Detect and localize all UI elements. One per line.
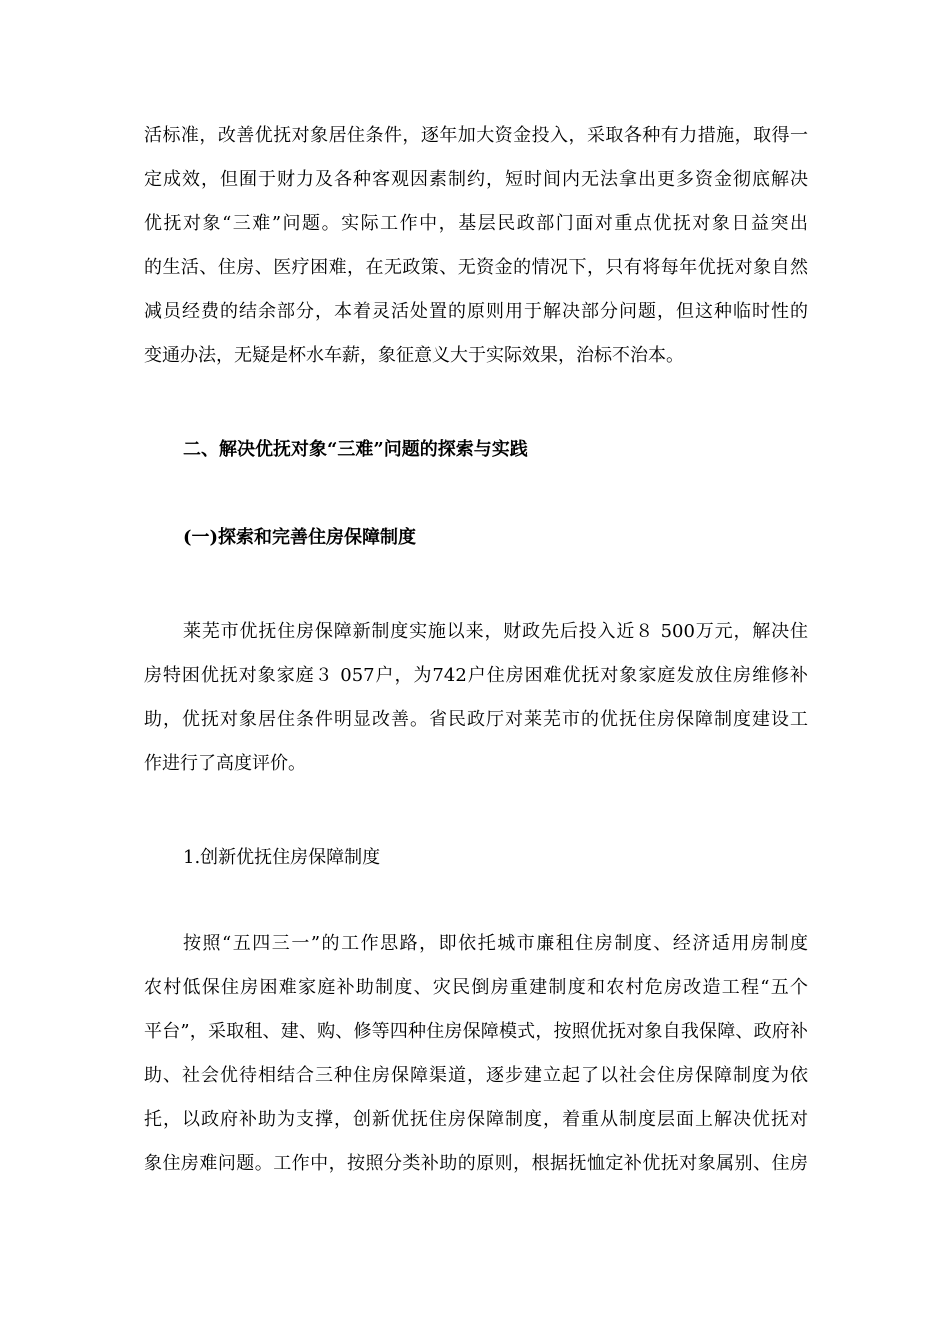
paragraph-2-line: 房特困优抚对象家庭３ 057户，为742户住房困难优抚对象家庭发放住房维修补: [144, 665, 808, 686]
subsection-heading: (一)探索和完善住房保障制度: [183, 527, 417, 548]
paragraph-2-line: 莱芜市优抚住房保障新制度实施以来，财政先后投入近８ 500万元，解决住: [183, 621, 808, 642]
paragraph-3-line: 托，以政府补助为支撑，创新优抚住房保障制度，着重从制度层面上解决优抚对: [144, 1109, 808, 1130]
paragraph-3-line: 按照“五四三一”的工作思路，即依托城市廉租住房制度、经济适用房制度: [183, 933, 808, 954]
paragraph-2-line: 助，优抚对象居住条件明显改善。省民政厅对莱芜市的优抚住房保障制度建设工: [144, 709, 808, 730]
paragraph-2-line: 作进行了高度评价。: [144, 753, 306, 774]
paragraph-3-line: 农村低保住房困难家庭补助制度、灾民倒房重建制度和农村危房改造工程“五个: [144, 977, 808, 998]
paragraph-1-line: 减员经费的结余部分，本着灵活处置的原则用于解决部分问题，但这种临时性的: [144, 301, 808, 322]
paragraph-3-line: 象住房难问题。工作中，按照分类补助的原则，根据抚恤定补优抚对象属别、住房: [144, 1153, 808, 1174]
paragraph-1-line: 的生活、住房、医疗困难，在无政策、无资金的情况下，只有将每年优抚对象自然: [144, 257, 808, 278]
numbered-subheading: 1.创新优抚住房保障制度: [183, 847, 381, 868]
section-heading: 二、解决优抚对象“三难”问题的探索与实践: [183, 439, 528, 460]
paragraph-3-line: 平台”，采取租、建、购、修等四种住房保障模式，按照优抚对象自我保障、政府补: [144, 1021, 808, 1042]
paragraph-3-line: 助、社会优待相结合三种住房保障渠道，逐步建立起了以社会住房保障制度为依: [144, 1065, 808, 1086]
paragraph-1-line: 变通办法，无疑是杯水车薪，象征意义大于实际效果，治标不治本。: [144, 345, 684, 366]
paragraph-1-line: 活标准，改善优抚对象居住条件，逐年加大资金投入，采取各种有力措施，取得一: [144, 125, 808, 146]
paragraph-1-line: 优抚对象“三难”问题。实际工作中，基层民政部门面对重点优抚对象日益突出: [144, 213, 808, 234]
paragraph-1-line: 定成效，但囿于财力及各种客观因素制约，短时间内无法拿出更多资金彻底解决: [144, 169, 808, 190]
